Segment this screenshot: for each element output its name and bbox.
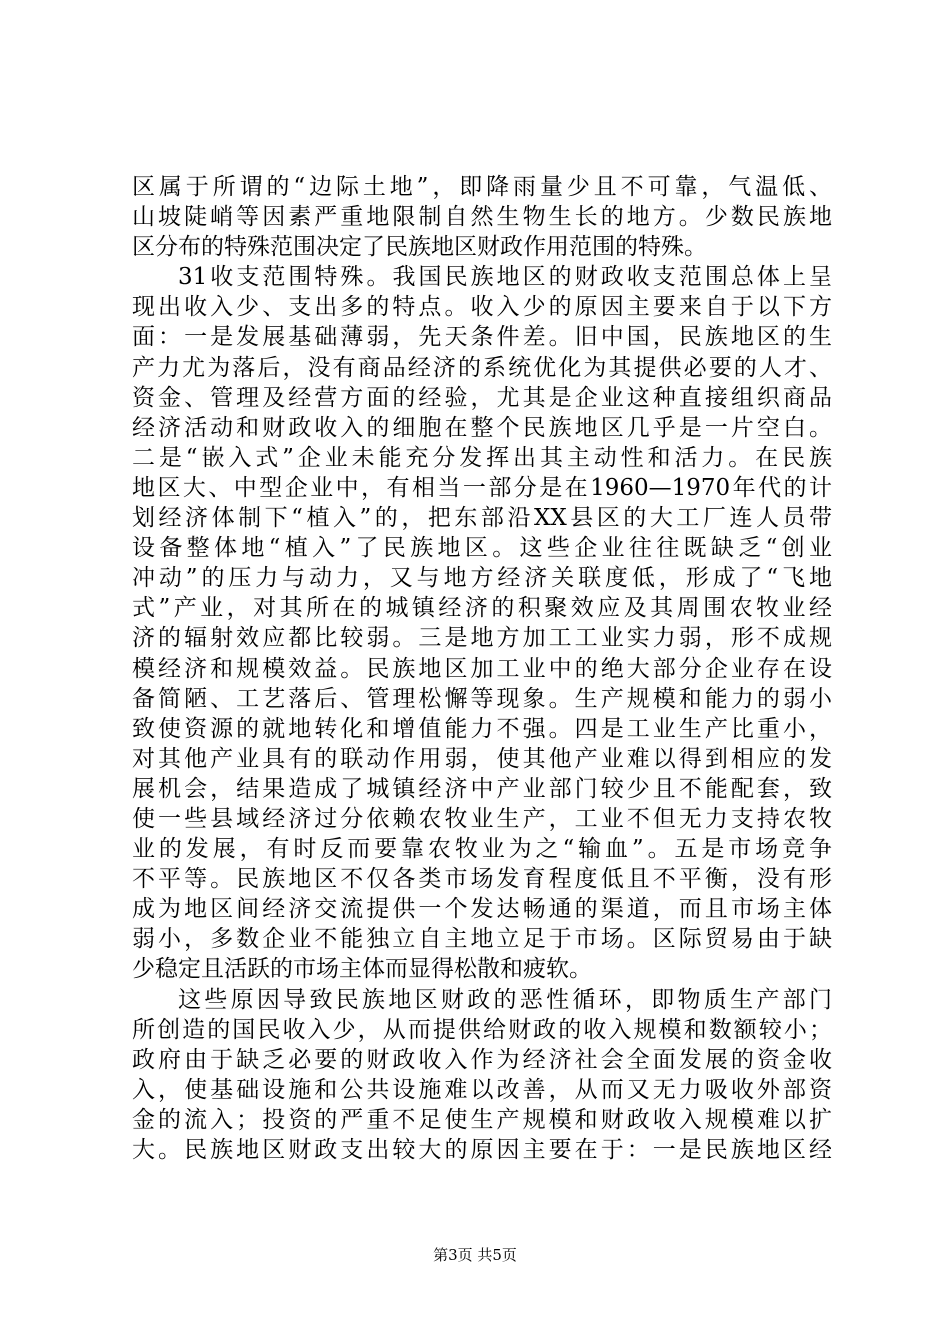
text-line: 备简陋、工艺落后、管理松懈等现象。生产规模和能力的弱小 [132,685,832,712]
text-line: 济的辐射效应都比较弱。三是地方加工工业实力弱，形不成规 [132,625,832,652]
text-line: 模经济和规模效益。民族地区加工业中的绝大部分企业存在设 [132,655,832,682]
text-line: 成为地区间经济交流提供一个发达畅通的渠道，而且市场主体 [132,896,832,923]
text-line: 致使资源的就地转化和增值能力不强。四是工业生产比重小， [132,715,832,742]
text-line: 冲动”的压力与动力，又与地方经济关联度低，形成了“飞地 [132,565,832,592]
text-line: 对其他产业具有的联动作用弱，使其他产业难以得到相应的发 [132,745,832,772]
text-line: 弱小，多数企业不能独立自主地立足于市场。区际贸易由于缺 [132,926,832,953]
text-line: 不平等。民族地区不仅各类市场发育程度低且不平衡，没有形 [132,866,832,893]
page-footer [0,1245,950,1265]
text-line: 所创造的国民收入少，从而提供给财政的收入规模和数额较小； [132,1016,832,1043]
text-line: 展机会，结果造成了城镇经济中产业部门较少且不能配套，致 [132,775,832,802]
text-line: 区属于所谓的“边际土地”，即降雨量少且不可靠，气温低、 [132,174,832,200]
text-line: 区分布的特殊范围决定了民族地区财政作用范围的特殊。 [132,234,707,261]
text-line: 31收支范围特殊。我国民族地区的财政收支范围总体上呈 [178,264,832,291]
text-line: 少稳定且活跃的市场主体而显得松散和疲软。 [132,956,592,983]
text-line: 二是“嵌入式”企业未能充分发挥出其主动性和活力。在民族 [132,444,832,471]
text-line: 金的流入；投资的严重不足使生产规模和财政收入规模难以扩 [132,1106,832,1133]
text-line: 现出收入少、支出多的特点。收入少的原因主要来自于以下方 [132,294,832,321]
text-line: 政府由于缺乏必要的财政收入作为经济社会全面发展的资金收 [132,1046,832,1073]
text-line: 式”产业，对其所在的城镇经济的积聚效应及其周围农牧业经 [132,595,832,622]
text-line: 资金、管理及经营方面的经验，尤其是企业这种直接组织商品 [132,384,832,411]
text-line: 业的发展，有时反而要靠农牧业为之“输血”。五是市场竞争 [132,836,832,863]
text-line: 设备整体地“植入”了民族地区。这些企业往往既缺乏“创业 [132,535,832,562]
body-text [132,172,832,1165]
text-line: 面：一是发展基础薄弱，先天条件差。旧中国，民族地区的生 [132,324,832,351]
text-line: 地区大、中型企业中，有相当一部分是在1960—1970年代的计 [132,474,832,501]
text-line: 产力尤为落后，没有商品经济的系统优化为其提供必要的人才、 [132,354,832,381]
text-line: 入，使基础设施和公共设施难以改善，从而又无力吸收外部资 [132,1076,832,1103]
page-number-label: 第3页 共5页 [433,1246,517,1264]
text-line: 这些原因导致民族地区财政的恶性循环，即物质生产部门 [178,986,832,1013]
text-line: 划经济体制下“植入”的，把东部沿XX县区的大工厂连人员带 [132,505,832,532]
text-line: 经济活动和财政收入的细胞在整个民族地区几乎是一片空白。 [132,414,832,441]
text-line: 使一些县域经济过分依赖农牧业生产，工业不但无力支持农牧 [132,805,832,832]
text-line: 山坡陡峭等因素严重地限制自然生物生长的地方。少数民族地 [132,204,832,231]
text-line: 大。民族地区财政支出较大的原因主要在于：一是民族地区经 [132,1137,832,1163]
